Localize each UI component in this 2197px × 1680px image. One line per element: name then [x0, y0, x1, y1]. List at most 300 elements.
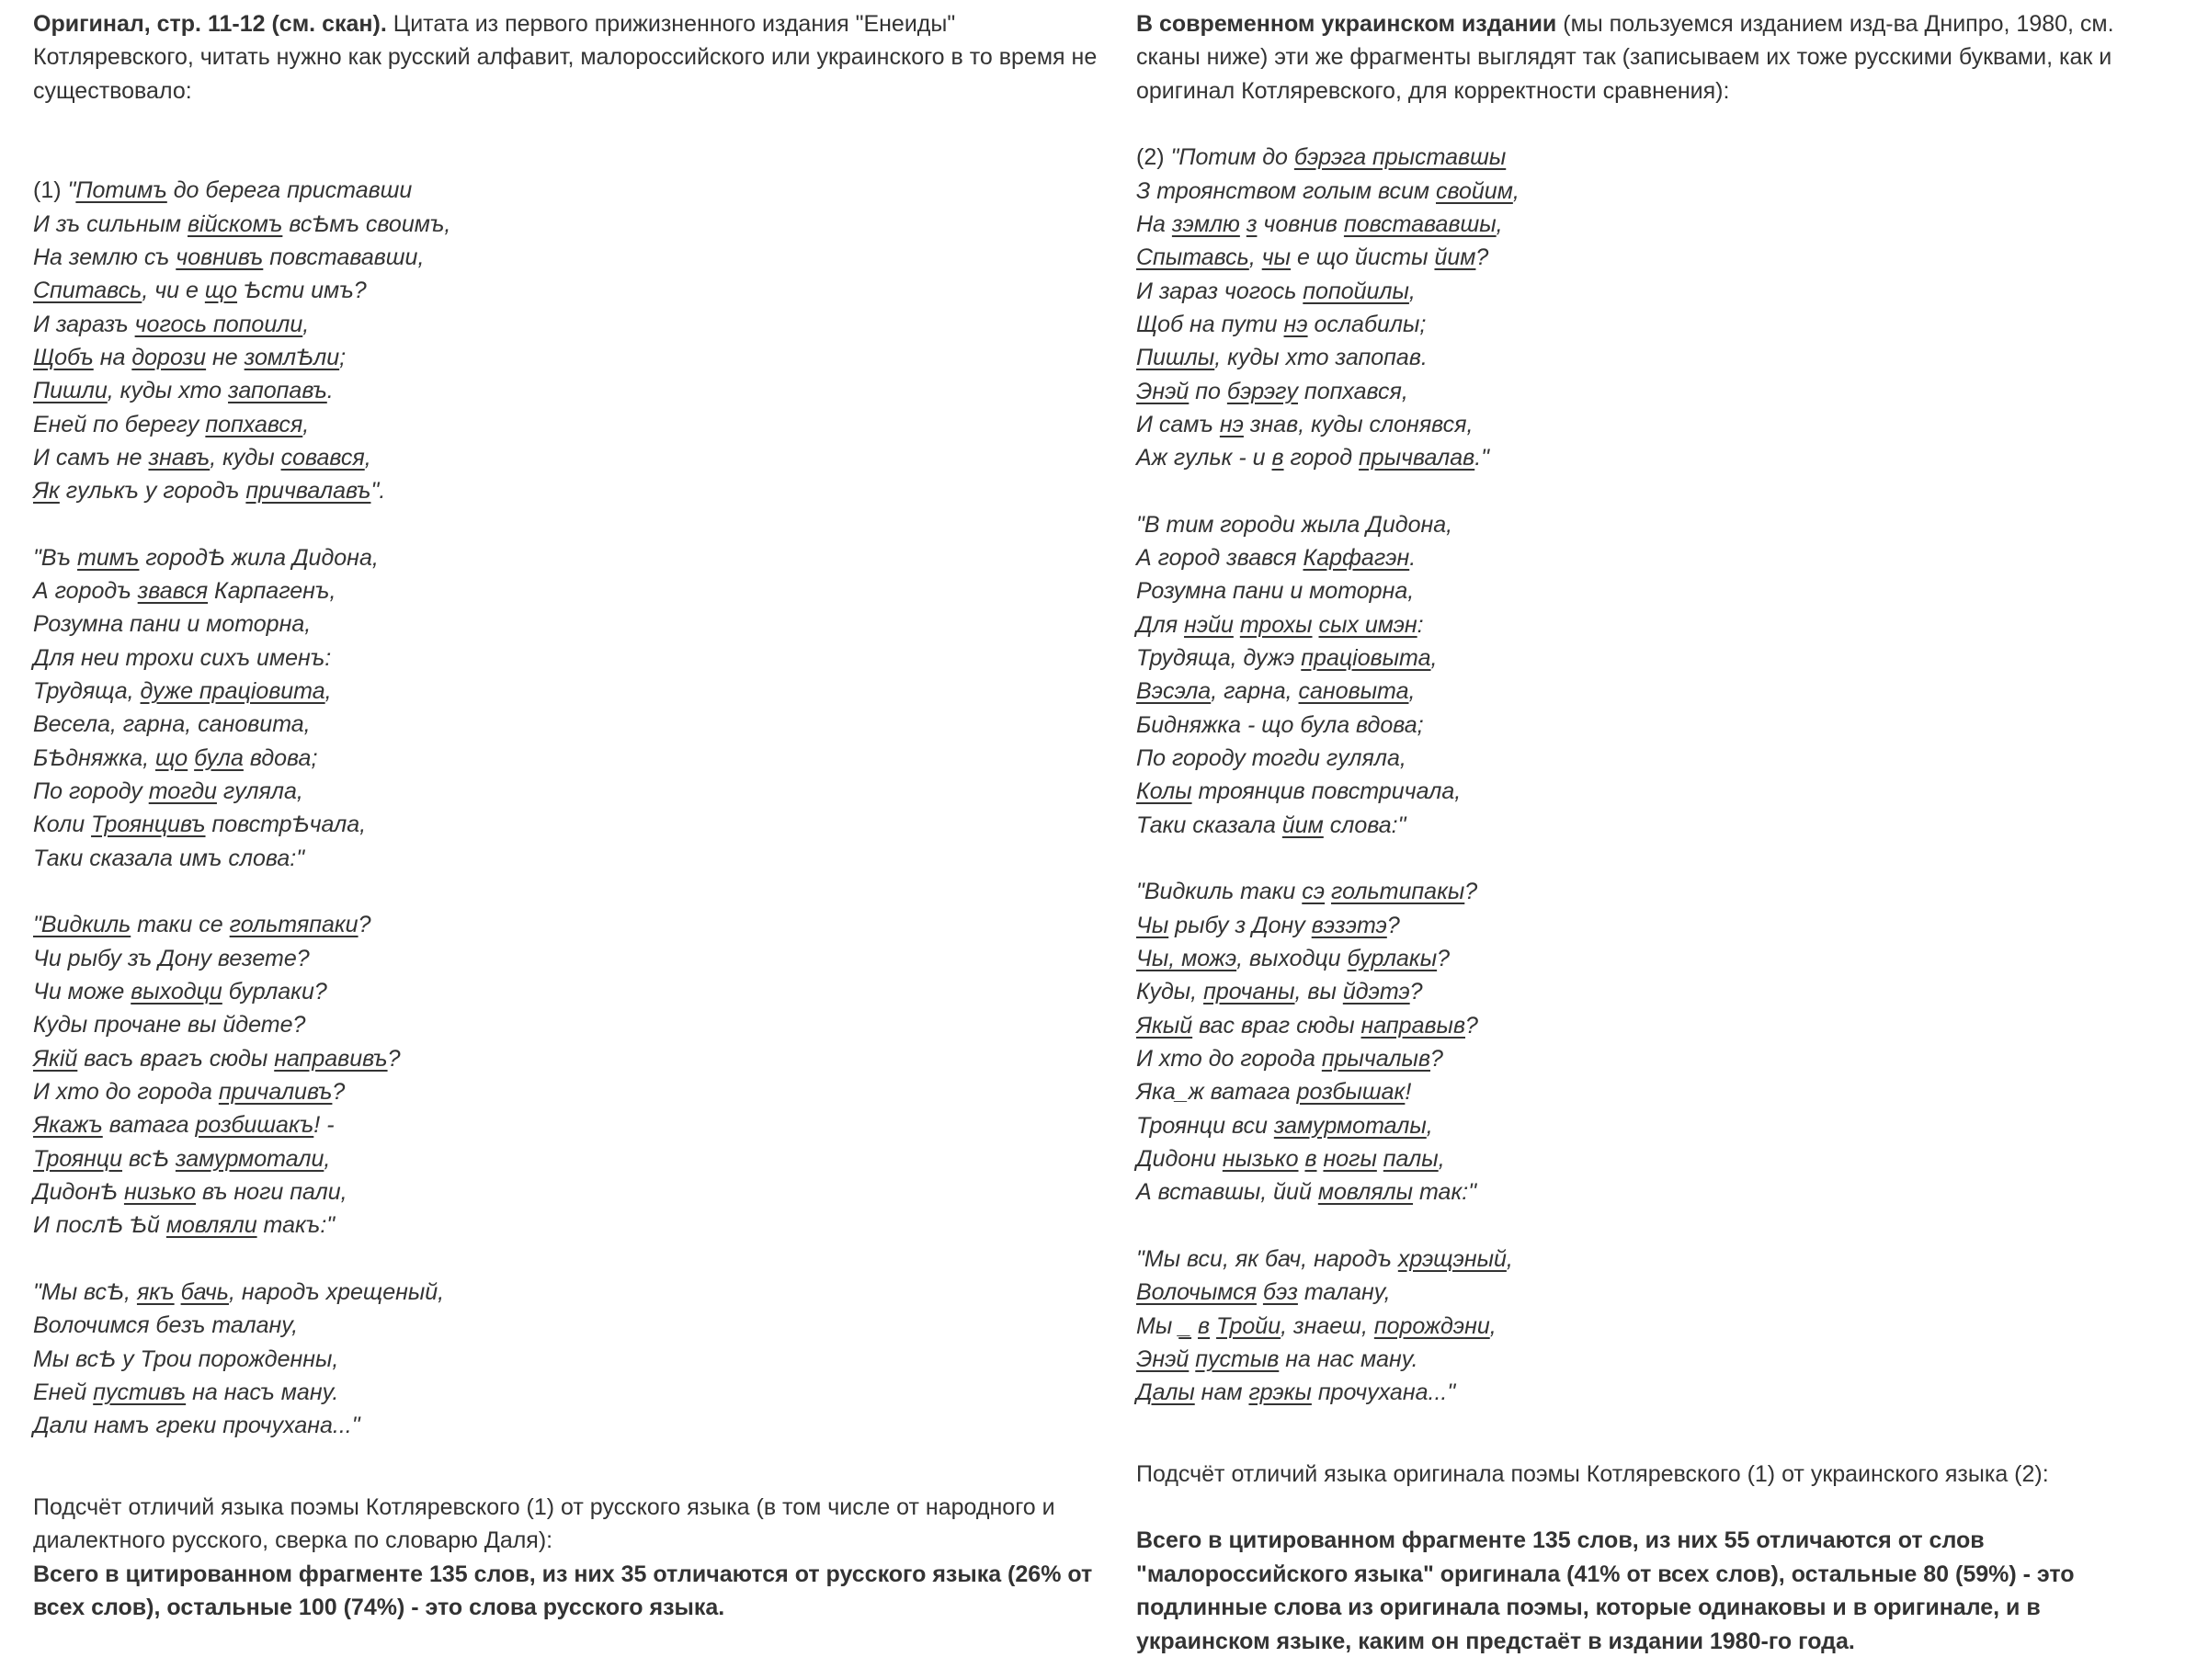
poem-line [1136, 975, 2175, 1008]
poem-line [1136, 942, 2175, 975]
differing-word: Троянци [33, 1145, 123, 1172]
poem-text: по [1189, 378, 1227, 404]
poem-text: слова:" [1323, 812, 1406, 838]
poem-text: , [1489, 1312, 1497, 1339]
differing-word: прочаны [1203, 979, 1295, 1005]
poem-text: , куды [210, 444, 281, 471]
poem-text: На землю съ [33, 244, 176, 270]
poem-text: , [1408, 678, 1416, 705]
poem-text: , [324, 1145, 331, 1172]
original-intro-heading: Оригинал, стр. 11-12 (см. скан). [33, 11, 387, 37]
poem-line [1136, 641, 2175, 675]
differing-word: знавъ [148, 444, 211, 471]
differing-word: якъ [136, 1279, 175, 1306]
differing-word: Карфагэн [1303, 545, 1410, 572]
poem-text: не [206, 344, 245, 370]
poem-line [1136, 1142, 2175, 1175]
poem-text: Аж гульк - и [1136, 445, 1272, 471]
poem-text: Трудяща, [33, 678, 141, 705]
poem-text: город [1283, 445, 1360, 471]
poem-line [1136, 208, 2175, 241]
poem-stanza [1136, 508, 2175, 842]
poem-text: такъ:" [256, 1212, 336, 1239]
differing-word: попхався [205, 411, 303, 437]
differing-word: низько [123, 1179, 197, 1206]
poem-line [1136, 1009, 2175, 1042]
poem-line [33, 641, 1109, 675]
modern-summary [1136, 1458, 2175, 1658]
poem-text: , выходци [1236, 946, 1348, 972]
poem-text: , [364, 444, 371, 471]
poem-line [33, 408, 1109, 441]
poem-line [33, 541, 1109, 574]
poem-text: А вставшы, йий [1136, 1179, 1318, 1206]
poem-line [33, 374, 1109, 407]
poem-text: городѢ жила Дидона, [139, 544, 379, 571]
poem-line [33, 341, 1109, 374]
original-summary-result: Всего в цитированном фрагменте 135 слов, из них 35 отличаются от русского языка (26% от всех слов), остальные 100 (74%) - это слова русского языка. [33, 1561, 1093, 1620]
poem-line [1136, 1175, 2175, 1209]
differing-word: причвалавъ [245, 478, 371, 505]
differing-word: попойилы [1303, 278, 1409, 304]
poem-line [1136, 1310, 2175, 1343]
differing-word: війскомъ [187, 210, 283, 237]
poem-text: Мы всѢ у Трои порожденны, [33, 1345, 339, 1372]
poem-line [1136, 541, 2175, 574]
poem-text: на насъ ману. [186, 1379, 339, 1406]
differing-word: запопавъ [228, 378, 327, 404]
poem-text: , куды хто запопав. [1214, 345, 1428, 371]
poem-text: талану, [1297, 1279, 1391, 1306]
poem-line [33, 675, 1109, 708]
poem-text: ? [1409, 979, 1423, 1005]
differing-word: Вэсэла [1136, 678, 1212, 705]
poem-text: гуляла, [216, 778, 303, 805]
differing-word: совався [280, 444, 365, 471]
poem-text: И самъ не [33, 444, 149, 471]
poem-text: ? [1465, 1012, 1478, 1039]
poem-line [1136, 1109, 2175, 1142]
differing-word: Далы [1136, 1379, 1195, 1406]
poem-text: вас враг сюды [1192, 1012, 1361, 1039]
differing-word: хрэщэный [1397, 1246, 1507, 1273]
poem-text [1234, 612, 1240, 638]
poem-text: , [302, 411, 310, 437]
poem-line [33, 942, 1109, 975]
differing-word: в [1304, 1146, 1317, 1173]
poem-text: всѢмъ своимъ, [282, 210, 451, 237]
poem-line [1136, 408, 2175, 441]
poem-text [1257, 1279, 1263, 1305]
poem-line [1136, 441, 2175, 474]
differing-word: звався [137, 578, 209, 605]
poem-text: И зъ сильным [33, 210, 188, 237]
poem-line [1136, 1075, 2175, 1108]
poem-text: , [302, 311, 310, 337]
poem-text: : [1417, 611, 1424, 638]
original-intro-text: Цитата из первого прижизненного издания "Енеиды" Котляревского, читать нужно как русский алфавит, малороссийского или украинского в то время не существовало: [33, 11, 1098, 104]
poem-text: Ѣсти имъ? [237, 278, 367, 304]
differing-word: Энэй [1136, 1346, 1190, 1373]
poem-line [33, 1075, 1109, 1108]
differing-word: дуже працiовита [140, 678, 325, 705]
poem-text: ватага [102, 1112, 196, 1139]
differing-word: гольтипакы [1331, 879, 1465, 905]
poem-line [33, 308, 1109, 341]
poem-line [33, 775, 1109, 808]
differing-word: _ [1178, 1312, 1192, 1339]
poem-text: Мы [1136, 1312, 1179, 1339]
poem-text: БѢдняжка, [33, 744, 155, 771]
modern-column [1136, 7, 2175, 1658]
poem-text: на [93, 344, 132, 370]
poem-text: Для неи трохи сихъ именъ: [33, 644, 332, 671]
poem-text: Бидняжка - що була вдова; [1136, 711, 1424, 738]
differing-word: Спытавсь [1136, 244, 1249, 271]
original-summary-text: Подсчёт отличий языка поэмы Котляревского (1) от русского языка (в том числе от народного и диалектного русского, сверка по словарю Даля): [33, 1493, 1055, 1554]
poem-text: прочухана..." [1311, 1379, 1456, 1406]
poem-line [33, 607, 1109, 641]
poem-line [1136, 241, 2175, 274]
poem-line [33, 1008, 1109, 1041]
modern-summary-result: Всего в цитированном фрагменте 135 слов, из них 55 отличаются от слов "малороссийского языка" оригинала (41% от всех слов), остальные 80 (59%) - это подлинные слова из оригинала поэмы, которые одинаковы и в оригинале, и в украинском языке, каким он предстаёт в издании 1980-го года. [1136, 1527, 2075, 1654]
differing-word: нызько [1222, 1146, 1299, 1173]
differing-word: йим [1281, 812, 1324, 838]
differing-word: чогось попоили [134, 311, 303, 337]
poem-text: . [326, 378, 334, 404]
differing-word: була [194, 744, 244, 771]
differing-word: палы [1383, 1146, 1439, 1173]
poem-text: Дидони [1136, 1146, 1223, 1173]
poem-text: Дали намъ греки прочухана..." [33, 1413, 360, 1439]
poem-line [1136, 308, 2175, 341]
differing-word: Пишлы [1136, 345, 1215, 371]
poem-number: (2) [1136, 144, 1171, 171]
poem-text [175, 1279, 181, 1305]
differing-word: Якый [1136, 1012, 1193, 1039]
poem-text: ? [332, 1079, 346, 1106]
poem-text: знав, куды слонявся, [1243, 411, 1474, 437]
differing-word: мовляли [165, 1212, 257, 1239]
differing-word: порождэни [1373, 1312, 1490, 1339]
differing-word: що [155, 744, 188, 771]
differing-word: бэрэгу [1226, 378, 1298, 404]
poem-text: , [1248, 244, 1262, 271]
modern-intro [1136, 7, 2175, 108]
poem-line [33, 1142, 1109, 1175]
poem-text: Чи рыбу зъ Дону везете? [33, 945, 310, 971]
poem-number: (1) [33, 177, 68, 204]
poem-text: Розумна пани и моторна, [33, 611, 312, 638]
poem-stanza [1136, 141, 2175, 474]
poem-text: ? [1464, 879, 1478, 905]
poem-text: е що йисты [1291, 244, 1435, 271]
differing-word: причаливъ [218, 1079, 333, 1106]
poem-text: ? [358, 912, 371, 938]
original-column [33, 7, 1109, 1624]
poem-text: троянцив повстричала, [1191, 778, 1462, 805]
differing-word: в [1198, 1312, 1211, 1339]
differing-word: бэрэга прыставшы [1293, 144, 1507, 171]
poem-text: , [1512, 177, 1520, 204]
poem-line [1136, 1343, 2175, 1376]
differing-word: Троянцивъ [91, 812, 206, 838]
poem-text: "Видкиль таки [1136, 879, 1303, 905]
differing-word: сановыта [1298, 678, 1409, 705]
poem-stanza [1136, 1243, 2175, 1410]
poem-text: ; [339, 344, 347, 370]
poem-text: А город звався [1136, 545, 1303, 572]
differing-word: бурлакы [1347, 946, 1438, 972]
poem-text: Щоб на пути [1136, 311, 1284, 337]
poem-text: . [1409, 545, 1417, 572]
poem-line [1136, 775, 2175, 808]
modern-intro-heading: В современном украинском издании [1136, 11, 1557, 37]
differing-word: ногы [1323, 1146, 1377, 1173]
poem-text: , гарна, [1211, 678, 1299, 705]
poem-text: И самъ [1136, 411, 1220, 437]
poem-text: "Мы всѢ, [33, 1279, 137, 1306]
poem-text: ! [1405, 1079, 1412, 1106]
differing-word: Якiй [33, 1045, 78, 1072]
poem-line [1136, 141, 2175, 174]
poem-line [1136, 875, 2175, 908]
poem-line [33, 574, 1109, 607]
differing-word: "Видкиль [33, 912, 131, 938]
poem-text: попхався, [1297, 378, 1408, 404]
poem-line [33, 742, 1109, 775]
poem-line [1136, 375, 2175, 408]
poem-stanza [33, 908, 1109, 1242]
poem-line [33, 474, 1109, 507]
differing-word: бачь [180, 1279, 229, 1306]
poem-line [33, 808, 1109, 841]
differing-word: Волочымся [1136, 1279, 1257, 1306]
poem-line [33, 1343, 1109, 1376]
poem-text: , [1426, 1112, 1433, 1139]
poem-text: , [1496, 210, 1503, 237]
poem-text: ! - [313, 1112, 335, 1139]
poem-text: "Мы вси, як бач, народъ [1136, 1246, 1398, 1273]
poem-line [33, 1309, 1109, 1342]
poem-line [33, 1376, 1109, 1409]
differing-word: розбишакъ [195, 1112, 314, 1139]
poem-stanza [33, 541, 1109, 875]
differing-word: Пишли [33, 378, 108, 404]
differing-word: працiовыта [1301, 645, 1431, 672]
poem-text: ослабилы; [1307, 311, 1427, 337]
poem-text: , [1438, 1146, 1445, 1173]
differing-word: Спитавсь [33, 278, 142, 304]
differing-word: дорози [131, 344, 207, 370]
poem-text: Еней по берегу [33, 411, 206, 437]
poem-line [33, 441, 1109, 474]
differing-word: Колы [1136, 778, 1192, 805]
differing-word: нэйи [1184, 611, 1234, 638]
poem-text: гулькъ у городъ [59, 478, 246, 505]
original-poem [33, 174, 1109, 1442]
differing-word: що [204, 278, 238, 304]
poem-text: "Въ [33, 544, 78, 571]
poem-text: на нас ману. [1279, 1346, 1418, 1373]
differing-word: чы [1261, 244, 1292, 271]
poem-text: Таки сказала имъ слова:" [33, 845, 305, 871]
poem-line [33, 208, 1109, 241]
differing-word: в [1271, 445, 1284, 471]
poem-text: рыбу з Дону [1168, 912, 1312, 938]
differing-word: прычалыв [1321, 1046, 1430, 1073]
poem-text: Карпагенъ, [208, 578, 336, 605]
poem-line [1136, 508, 2175, 541]
differing-word: зомлѢли [244, 344, 340, 370]
differing-word: пустыв [1195, 1346, 1280, 1373]
differing-word: прычвалав [1359, 445, 1475, 471]
poem-line [33, 174, 1109, 207]
poem-text: , [1408, 278, 1416, 304]
differing-word: Потимъ [75, 177, 167, 204]
differing-word: вэзэтэ [1311, 912, 1387, 938]
poem-text: Коли [33, 812, 92, 838]
poem-text [1377, 1146, 1383, 1172]
poem-text: Яка_ж ватага [1136, 1079, 1297, 1106]
poem-text: Чи може [33, 979, 131, 1005]
differing-word: замурмотали [175, 1145, 324, 1172]
poem-text: , знаеш, [1281, 1312, 1374, 1339]
poem-text: А городъ [33, 578, 138, 605]
differing-word: йим [1434, 244, 1476, 271]
modern-intro-text: (мы пользуемся изданием изд-ва Днипро, 1980, см. сканы ниже) эти же фрагменты выглядят так (записываем их тоже русскими буквами, как и оригинал Котляревского, для корректности сравнения): [1136, 11, 2114, 104]
poem-text: въ ноги пали, [196, 1179, 347, 1206]
poem-text: "В тим городи жыла Дидона, [1136, 511, 1453, 538]
poem-text: Куды прочане вы йдете? [33, 1012, 306, 1039]
poem-text: " [67, 177, 76, 204]
differing-word: зэмлю [1171, 210, 1240, 237]
poem-text: По городу тогди гуляла, [1136, 745, 1406, 772]
poem-text: вдова; [243, 744, 318, 771]
poem-text [1240, 211, 1246, 237]
poem-text: , [324, 678, 332, 705]
poem-text: Розумна пани и моторна, [1136, 578, 1415, 605]
poem-line [1136, 675, 2175, 708]
differing-word: човнивъ [176, 244, 264, 270]
poem-line [33, 241, 1109, 274]
poem-text: И зараз чогось [1136, 278, 1303, 304]
poem-text: ." [1474, 445, 1490, 471]
poem-line [33, 842, 1109, 875]
differing-word: мовлялы [1317, 1179, 1414, 1206]
differing-word: розбышак [1296, 1079, 1406, 1106]
poem-text: ". [370, 478, 386, 505]
poem-text: нам [1194, 1379, 1249, 1406]
poem-line [1136, 1276, 2175, 1309]
poem-line [1136, 1042, 2175, 1075]
differing-word: Якажъ [33, 1112, 103, 1139]
differing-word: бэз [1262, 1279, 1298, 1306]
poem-text: Для [1136, 611, 1185, 638]
poem-line [1136, 1243, 2175, 1276]
differing-word: Тройи [1216, 1312, 1281, 1339]
poem-line [33, 274, 1109, 307]
differing-word: направивъ [274, 1045, 388, 1072]
differing-word: тогди [148, 778, 217, 805]
poem-text: И заразъ [33, 311, 135, 337]
poem-text: Трудяща, дужэ [1136, 645, 1302, 672]
differing-word: нэ [1219, 411, 1244, 437]
poem-text: васъ врагъ сюды [77, 1045, 275, 1072]
poem-text: Троянци вси [1136, 1112, 1274, 1139]
differing-word: Чы, можэ [1136, 946, 1237, 972]
poem-text: ? [1437, 946, 1451, 972]
poem-text: так:" [1413, 1179, 1477, 1206]
poem-text: ? [1430, 1046, 1443, 1073]
differing-word: Щобъ [33, 344, 94, 370]
poem-line [1136, 809, 2175, 842]
poem-line [33, 1209, 1109, 1242]
modern-poem [1136, 141, 2175, 1409]
poem-line [1136, 909, 2175, 942]
poem-text: Волочимся безъ талану, [33, 1312, 299, 1339]
poem-text: Еней [33, 1379, 94, 1406]
poem-line [33, 1042, 1109, 1075]
poem-text [1325, 879, 1331, 904]
differing-word: замурмоталы [1273, 1112, 1427, 1139]
poem-text: , [1506, 1246, 1513, 1273]
poem-text: Весела, гарна, сановита, [33, 711, 311, 738]
poem-text: "Потим до [1170, 144, 1294, 171]
poem-line [33, 1175, 1109, 1209]
poem-text [1210, 1313, 1216, 1339]
poem-text: , чи е [142, 278, 205, 304]
poem-text: З троянством голым всим [1136, 177, 1436, 204]
modern-summary-text: Подсчёт отличий языка оригинала поэмы Котляревского (1) от украинского языка (2): [1136, 1460, 2049, 1487]
poem-text: И хто до города [33, 1079, 219, 1106]
poem-text: , вы [1294, 979, 1343, 1005]
poem-text: , народъ хрещеный, [228, 1279, 445, 1306]
poem-text: таки се [131, 912, 230, 938]
poem-line [33, 908, 1109, 941]
differing-word: повстававшы [1343, 210, 1497, 237]
poem-text: ? [387, 1045, 401, 1072]
poem-text: повстрѢчала, [205, 812, 367, 838]
differing-word: свойим [1436, 177, 1513, 204]
poem-text [1191, 1313, 1198, 1339]
differing-word: йдэтэ [1342, 979, 1410, 1005]
poem-text: На [1136, 210, 1172, 237]
differing-word: Чы [1136, 912, 1169, 938]
original-summary [33, 1491, 1109, 1625]
differing-word: Як [33, 478, 60, 505]
poem-text: Таки сказала [1136, 812, 1282, 838]
differing-word: грэкы [1248, 1379, 1312, 1406]
differing-word: трохы [1239, 611, 1313, 638]
differing-word: Энэй [1136, 378, 1190, 404]
poem-text: Куды, [1136, 979, 1204, 1005]
poem-line [1136, 742, 2175, 775]
differing-word: гольтяпаки [229, 912, 359, 938]
poem-line [33, 1108, 1109, 1141]
differing-word: направыв [1360, 1012, 1465, 1039]
original-intro [33, 7, 1109, 108]
differing-word: выходци [131, 979, 222, 1005]
differing-word: нэ [1283, 311, 1308, 337]
poem-stanza [33, 1276, 1109, 1443]
differing-word: пустивъ [93, 1379, 187, 1406]
poem-line [33, 1276, 1109, 1309]
poem-line [1136, 709, 2175, 742]
differing-word: сэ [1302, 879, 1326, 905]
poem-line [33, 1409, 1109, 1442]
poem-text: ДидонѢ [33, 1179, 124, 1206]
